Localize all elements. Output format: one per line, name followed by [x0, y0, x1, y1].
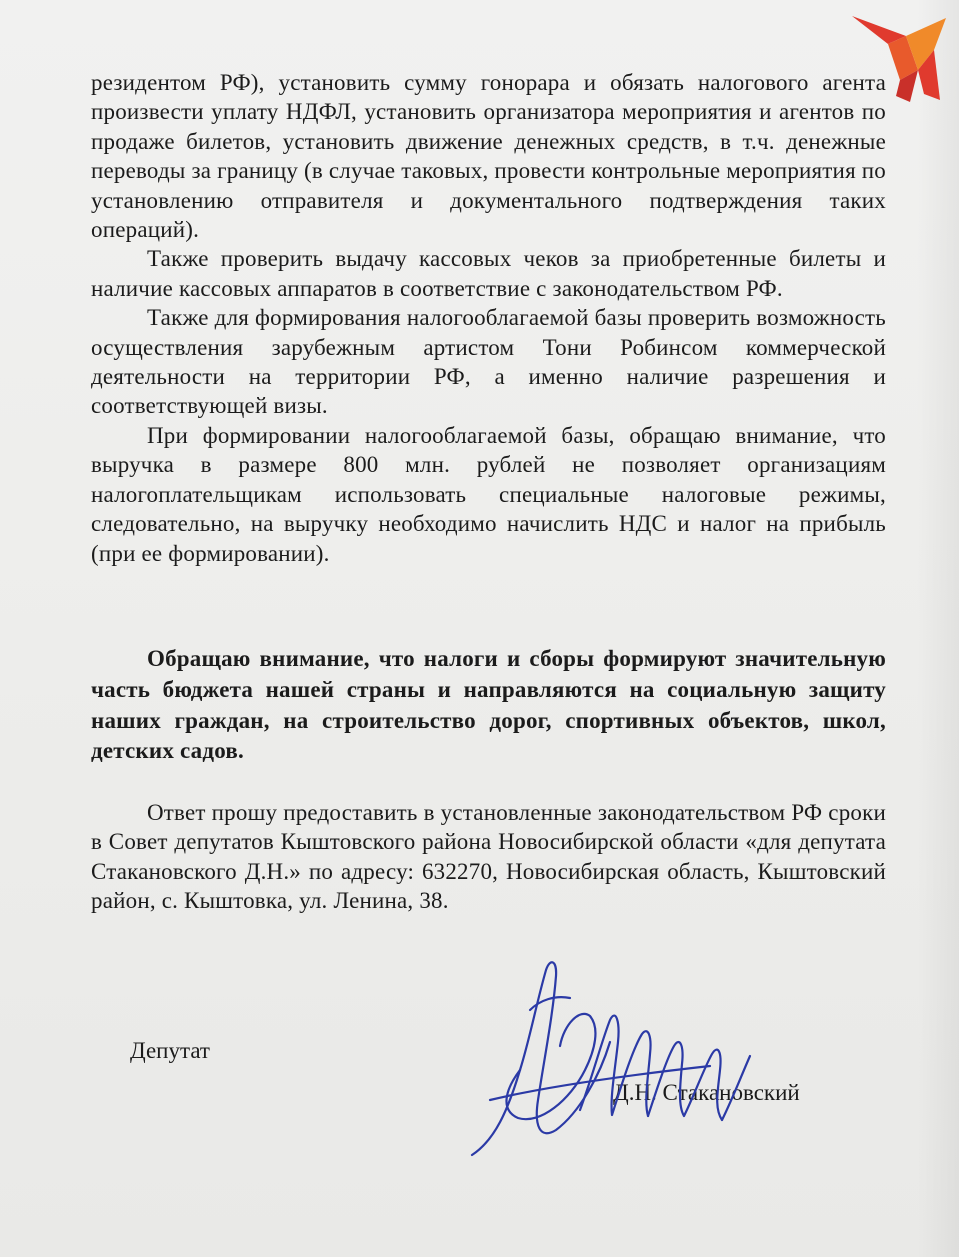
bold-notice [91, 644, 886, 767]
signature-title: Депутат [130, 1038, 210, 1063]
signatory-name: Д.Н. Стакановский [613, 1080, 800, 1105]
handwritten-signature [460, 950, 760, 1170]
page-shadow [917, 0, 959, 1257]
paragraph-2: Также проверить выдачу кассовых чеков за приобретенные билеты и наличие кассовых аппаратов в соответствие с законодательством РФ. [91, 246, 886, 301]
paragraph-1: резидентом РФ), установить сумму гонорара и обязать налогового агента произвести уплату НДФЛ, установить организатора мероприятия и агентов по продаже билетов, установить движение денежных средств, в т.ч. денежные переводы за границу (в случае таковых, провести контрольные мероприятия по установлению отправителя и документального подтверждения таких операций). [91, 70, 887, 243]
publisher-bird-logo [848, 10, 948, 105]
paragraph-4: При формировании налогооблагаемой базы, обращаю внимание, что выручка в размере 800 млн. рублей не позволяет организациям налогоплательщикам использовать специальные налоговые режимы, следовательно, на выручку необходимо начислить НДС и налог на прибыль (при ее формировании). [91, 422, 886, 566]
reply-request [91, 798, 886, 916]
reply-paragraph: Ответ прошу предоставить в установленные законодательством РФ сроки в Совет депутатов Кыштовского района Новосибирской области «для депутата Стакановского Д.Н.» по адресу: 632270, Новосибирская область, Кыштовский район, с. Кыштовка, ул. Ленина, 38. [91, 800, 886, 914]
bold-paragraph: Обращаю внимание, что налоги и сборы формируют значительную часть бюджета нашей страны и направляются на социальную защиту наших граждан, на строительство дорог, спортивных объектов, школ, детских садов. [91, 646, 886, 764]
letter-body [91, 68, 886, 568]
paragraph-3: Также для формирования налогооблагаемой базы проверить возможность осуществления зарубежным артистом Тони Робинсом коммерческой деятельности на территории РФ, а именно наличие разрешения и соответствующей визы. [91, 305, 886, 419]
